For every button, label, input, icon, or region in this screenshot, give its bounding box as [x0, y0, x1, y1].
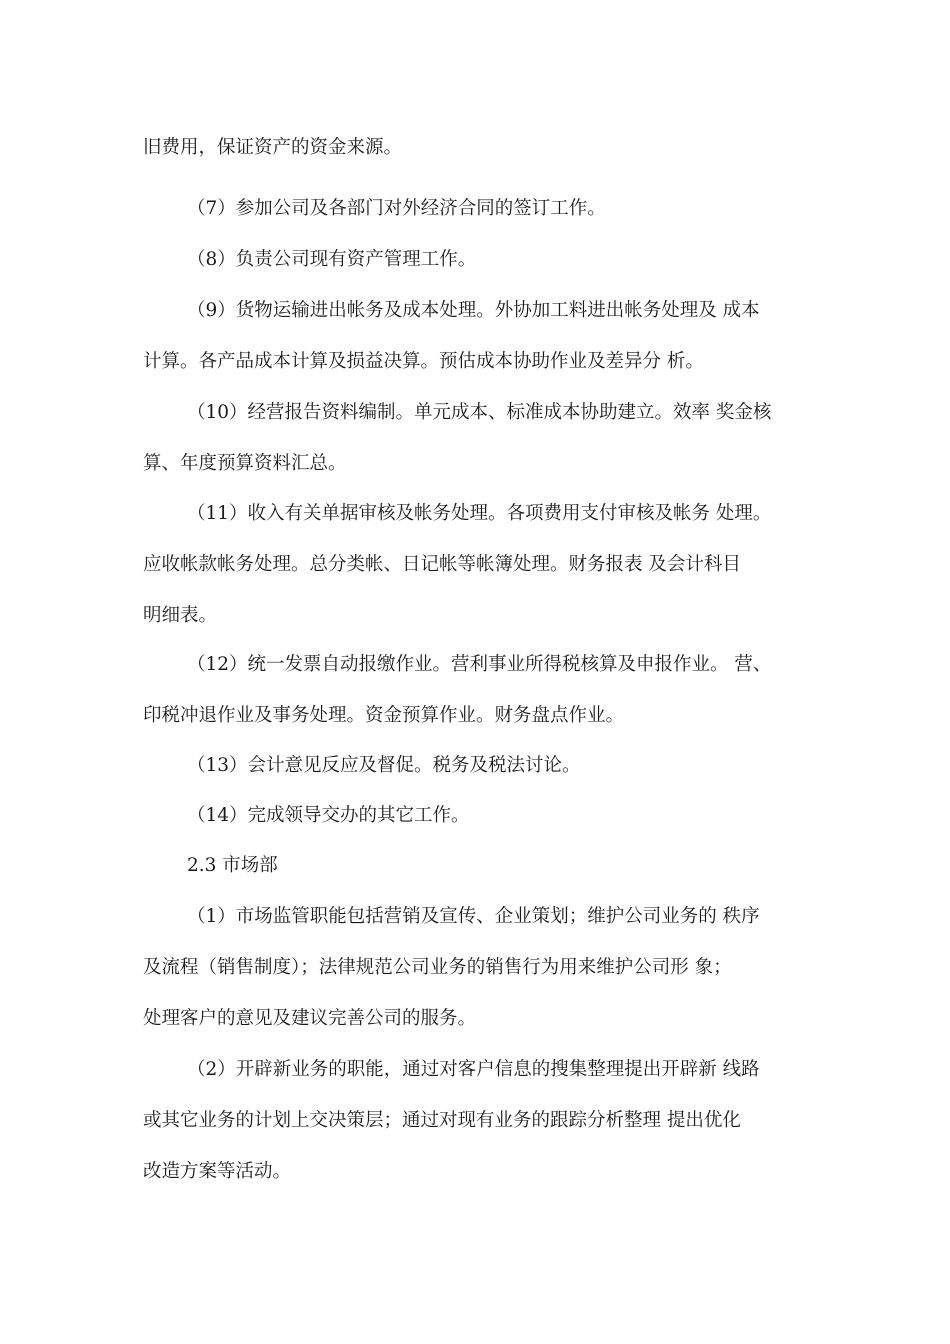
text-line: （7）参加公司及各部门对外经济合同的签订工作。: [187, 198, 606, 219]
text-line: 及流程（销售制度）；法律规范公司业务的销售行为用来维护公司形 象；: [143, 957, 732, 978]
text-line: 印税冲退作业及事务处理。资金预算作业。财务盘点作业。: [143, 705, 625, 726]
text-line: （12）统一发票自动报缴作业。营利事业所得税核算及申报作业。 营、: [187, 654, 772, 675]
text-line: 或其它业务的计划上交决策层；通过对现有业务的跟踪分析整理 提出优化: [143, 1110, 741, 1131]
text-line: （1）市场监管职能包括营销及宣传、企业策划；维护公司业务的 秩序: [187, 906, 760, 927]
text-line: 改造方案等活动。: [143, 1161, 292, 1182]
text-line: 应收帐款帐务处理。总分类帐、日记帐等帐簿处理。财务报表 及会计科目: [143, 554, 741, 575]
text-line: （11）收入有关单据审核及帐务处理。各项费用支付审核及帐务 处理。: [187, 503, 772, 524]
text-line: （14）完成领导交办的其它工作。: [187, 805, 470, 826]
text-line: （10）经营报告资料编制。单元成本、标准成本协助建立。效率 奖金核: [187, 402, 772, 423]
text-line: （8）负责公司现有资产管理工作。: [187, 249, 477, 270]
text-line: （2）开辟新业务的职能，通过对客户信息的搜集整理提出开辟新 线路: [187, 1059, 760, 1080]
text-line: （13）会计意见反应及督促。税务及税法讨论。: [187, 755, 581, 776]
text-line: 计算。各产品成本计算及损益决算。预估成本协助作业及差异分 析。: [143, 351, 704, 372]
text-line: 算、年度预算资料汇总。: [143, 453, 347, 474]
section-heading: 2.3 市场部: [187, 855, 278, 876]
text-line: 处理客户的意见及建议完善公司的服务。: [143, 1008, 477, 1029]
text-line: （9）货物运输进出帐务及成本处理。外协加工料进出帐务处理及 成本: [187, 300, 760, 321]
text-line: 明细表。: [143, 605, 218, 626]
text-line: 旧费用，保证资产的资金来源。: [143, 137, 403, 158]
